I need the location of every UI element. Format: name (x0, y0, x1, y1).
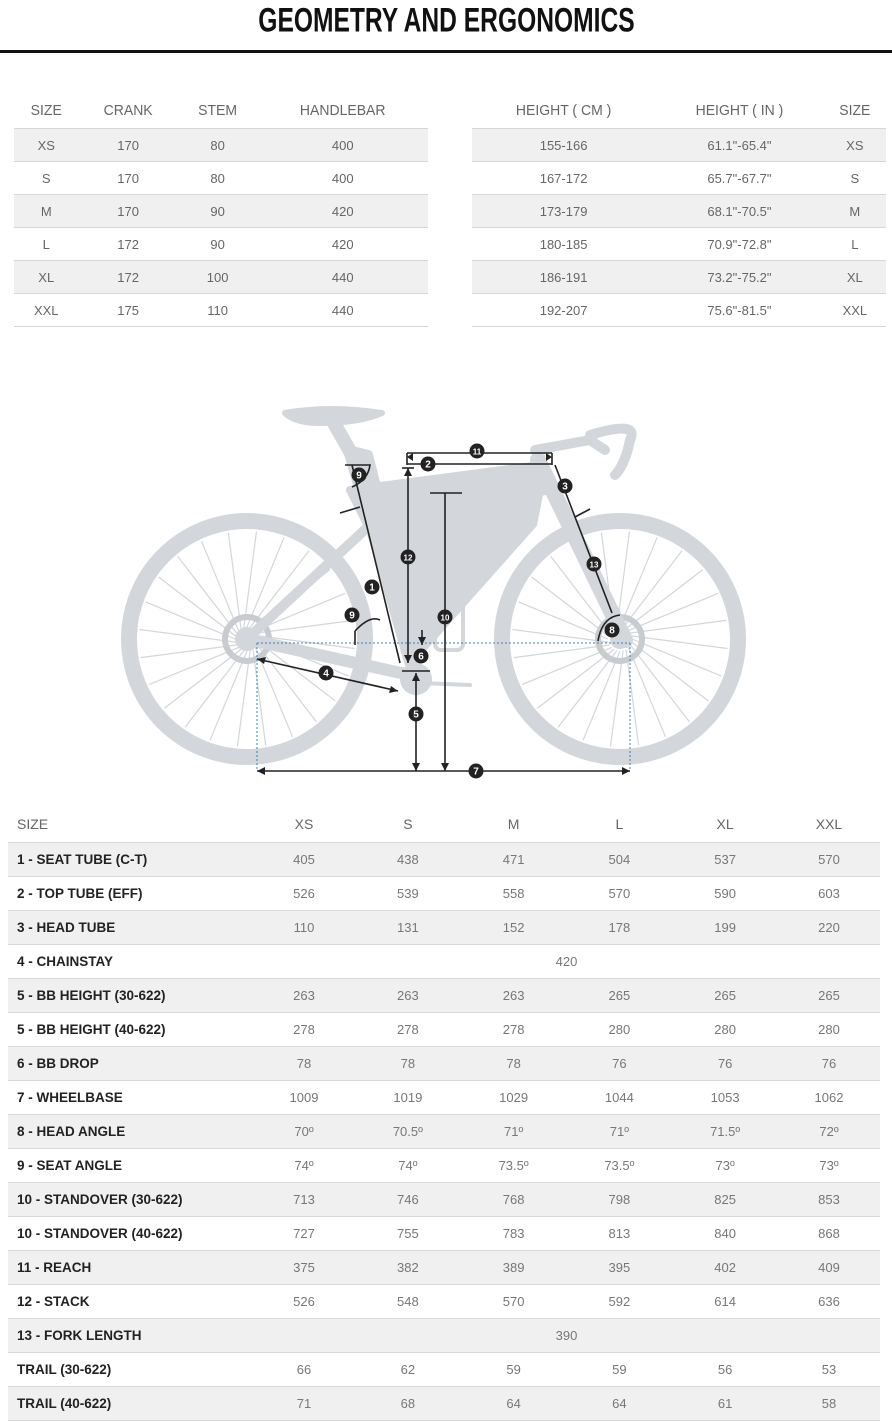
geometry-row-label: 9 - SEAT ANGLE (8, 1149, 253, 1183)
geometry-value: 280 (566, 1013, 672, 1047)
geometry-value: 64 (461, 1387, 567, 1421)
table-row (472, 294, 886, 327)
geometry-value: 74º (253, 1149, 355, 1183)
geometry-value: 537 (672, 843, 778, 877)
wheel-spoke (185, 651, 244, 728)
marker-number: 5 (413, 709, 419, 721)
wheel-spoke (237, 651, 250, 747)
geometry-value: 265 (566, 979, 672, 1013)
wheel-spoke (537, 649, 614, 708)
wheel-spoke (558, 651, 617, 728)
geometry-row-label: TRAIL (40-622) (8, 1387, 253, 1421)
table-row (8, 1013, 880, 1047)
geometry-row-label: 3 - HEAD TUBE (8, 911, 253, 945)
wheel-spoke (632, 639, 721, 676)
geometry-row-label: 13 - FORK LENGTH (8, 1319, 253, 1353)
marker-number: 2 (425, 459, 431, 471)
table-row (8, 1149, 880, 1183)
size-table-cell: 170 (78, 129, 177, 162)
geometry-value: 73.5º (566, 1149, 672, 1183)
geometry-value: 402 (672, 1251, 778, 1285)
geometry-value: 152 (461, 911, 567, 945)
geometry-row-label: 11 - REACH (8, 1251, 253, 1285)
geometry-value: 813 (566, 1217, 672, 1251)
size-table-cell: 175 (78, 294, 177, 327)
geometry-value: 438 (355, 843, 461, 877)
geometry-value: 592 (566, 1285, 672, 1319)
wheel-spoke (514, 645, 610, 658)
size-table-cell: 440 (257, 294, 428, 327)
table-row (8, 911, 880, 945)
geometry-size-column-header: XS (294, 816, 314, 832)
wheel-spoke (149, 647, 238, 684)
wheel-spoke (512, 629, 608, 642)
table-row (8, 1081, 880, 1115)
size-table-cell: 440 (257, 261, 428, 294)
geometry-value: 798 (566, 1183, 672, 1217)
marker-number: 4 (323, 668, 329, 680)
geometry-value: 783 (461, 1217, 567, 1251)
marker-number: 12 (403, 553, 413, 563)
table-row (8, 843, 880, 877)
geometry-value: 280 (672, 1013, 778, 1047)
table-row (14, 195, 428, 228)
table-row (8, 1047, 880, 1081)
geometry-value: 825 (672, 1183, 778, 1217)
geometry-value: 76 (566, 1047, 672, 1081)
geometry-value: 71º (461, 1115, 567, 1149)
geometry-value: 263 (461, 979, 567, 1013)
geometry-size-column-header: M (507, 816, 520, 832)
geometry-value: 768 (461, 1183, 567, 1217)
height-table-cell: 73.2"-75.2" (655, 261, 824, 294)
geometry-value: 199 (672, 911, 778, 945)
geometry-value: 58 (778, 1387, 880, 1421)
geometry-value: 1019 (355, 1081, 461, 1115)
size-table-cell: XS (14, 129, 78, 162)
geometry-value: 636 (778, 1285, 880, 1319)
geometry-size-header: SIZE (17, 816, 49, 832)
geometry-value: 263 (355, 979, 461, 1013)
height-table-cell: 192-207 (472, 294, 655, 327)
geometry-value: 405 (253, 843, 355, 877)
table-row (8, 1217, 880, 1251)
geometry-value: 570 (566, 877, 672, 911)
geometry-value: 131 (355, 911, 461, 945)
height-table-cell: S (824, 162, 886, 195)
marker-number: 9 (349, 610, 355, 622)
page-title: GEOMETRY AND ERGONOMICS (257, 1, 635, 40)
wheel-spoke (583, 651, 620, 740)
size-table-cell: 170 (78, 162, 177, 195)
wheel-spoke (630, 645, 689, 722)
geometry-row-label: 2 - TOP TUBE (EFF) (8, 877, 253, 911)
size-table-header: SIZE (30, 101, 62, 119)
wheel-spoke (519, 602, 608, 639)
size-table-cell: 170 (78, 195, 177, 228)
table-row (8, 1285, 880, 1319)
geometry-value: 1053 (672, 1081, 778, 1115)
wheel-spoke (623, 551, 682, 628)
geometry-value: 263 (253, 979, 355, 1013)
geometry-value: 74º (355, 1149, 461, 1183)
size-table-cell: 110 (178, 294, 258, 327)
geometry-value: 548 (355, 1285, 461, 1319)
geometry-row-label: 8 - HEAD ANGLE (8, 1115, 253, 1149)
table-row (472, 261, 886, 294)
height-table-cell: 65.7"-67.7" (655, 162, 824, 195)
table-row (472, 195, 886, 228)
geometry-value: 603 (778, 877, 880, 911)
size-table-cell: 420 (257, 228, 428, 261)
geometry-value: 110 (253, 911, 355, 945)
geometry-value: 746 (355, 1183, 461, 1217)
geometry-value: 868 (778, 1217, 880, 1251)
geometry-row-label: 10 - STANDOVER (40-622) (8, 1217, 253, 1251)
geometry-row-label: 1 - SEAT TUBE (C-T) (8, 843, 253, 877)
size-table-cell: 100 (178, 261, 258, 294)
geometry-value: 71 (253, 1387, 355, 1421)
geometry-value: 1009 (253, 1081, 355, 1115)
table-row (8, 979, 880, 1013)
geometry-value: 390 (253, 1319, 880, 1353)
size-table-cell: 80 (178, 162, 258, 195)
geometry-value: 389 (461, 1251, 567, 1285)
size-table-cell: 172 (78, 228, 177, 261)
table-row (14, 162, 428, 195)
geometry-value: 70.5º (355, 1115, 461, 1149)
size-table-cell: XL (14, 261, 78, 294)
geometry-value: 409 (778, 1251, 880, 1285)
wheel-spoke (201, 541, 238, 630)
geometry-value: 71º (566, 1115, 672, 1149)
height-table-header: SIZE (839, 101, 871, 119)
geometry-value: 78 (461, 1047, 567, 1081)
size-table-cell: 90 (178, 228, 258, 261)
size-table-cell: L (14, 228, 78, 261)
geometry-value: 558 (461, 877, 567, 911)
page-title-bar (0, 0, 892, 50)
geometry-value: 78 (355, 1047, 461, 1081)
geometry-value: 73º (778, 1149, 880, 1183)
wheel-spoke (522, 647, 611, 684)
height-table-cell: L (824, 228, 886, 261)
height-table-cell: 186-191 (472, 261, 655, 294)
geometry-value: 570 (778, 843, 880, 877)
size-table-header: HANDLEBAR (299, 101, 386, 119)
geometry-value: 375 (253, 1251, 355, 1285)
geometry-value: 727 (253, 1217, 355, 1251)
height-table-cell: 75.6"-81.5" (655, 294, 824, 327)
geometry-size-column-header: XL (716, 816, 734, 832)
geometry-value: 395 (566, 1251, 672, 1285)
height-table-cell: 155-166 (472, 129, 655, 162)
geometry-value: 265 (672, 979, 778, 1013)
height-table-cell: M (824, 195, 886, 228)
geometry-value: 70º (253, 1115, 355, 1149)
height-table-header: HEIGHT ( IN ) (695, 101, 784, 119)
geometry-value: 59 (566, 1353, 672, 1387)
marker-number: 10 (440, 613, 450, 623)
size-table-cell: 420 (257, 195, 428, 228)
geometry-value: 713 (253, 1183, 355, 1217)
wheel-spoke (610, 651, 623, 747)
geometry-value: 590 (672, 877, 778, 911)
geometry-row-label: 4 - CHAINSTAY (8, 945, 253, 979)
size-table-cell: 400 (257, 162, 428, 195)
wheel-spoke (178, 556, 237, 633)
height-table-cell: 61.1"-65.4" (655, 129, 824, 162)
table-row (8, 945, 880, 979)
geometry-value: 853 (778, 1183, 880, 1217)
geometry-size-column-header: S (403, 816, 413, 832)
geometry-value: 56 (672, 1353, 778, 1387)
geometry-value: 614 (672, 1285, 778, 1319)
size-table-cell: XXL (14, 294, 78, 327)
geometry-value: 78 (253, 1047, 355, 1081)
wheel-spoke (632, 642, 709, 701)
wheel-spoke (626, 570, 703, 629)
wheel-spoke (244, 531, 257, 627)
wheel-spoke (146, 602, 235, 639)
marker-number: 9 (356, 470, 362, 482)
geometry-value: 755 (355, 1217, 461, 1251)
marker-number: 11 (472, 447, 482, 457)
wheel-spoke (632, 636, 728, 649)
geometry-value: 1044 (566, 1081, 672, 1115)
size-table-cell: 80 (178, 129, 258, 162)
geometry-size-column-header: XXL (815, 816, 843, 832)
geometry-value: 64 (566, 1387, 672, 1421)
geometry-value: 570 (461, 1285, 567, 1319)
geometry-value: 53 (778, 1353, 880, 1387)
geometry-value: 76 (778, 1047, 880, 1081)
marker-number: 6 (418, 651, 424, 663)
geometry-value: 1062 (778, 1081, 880, 1115)
geometry-row-label: TRAIL (30-622) (8, 1353, 253, 1387)
height-table-cell: 167-172 (472, 162, 655, 195)
wheel-spoke (164, 649, 241, 708)
wheel-spoke (228, 533, 241, 629)
table-row (472, 162, 886, 195)
marker-number: 1 (369, 582, 375, 594)
wheel-spoke (628, 593, 717, 630)
geometry-value: 62 (355, 1353, 461, 1387)
geometry-value: 420 (253, 945, 880, 979)
table-row (8, 877, 880, 911)
table-row (14, 261, 428, 294)
wheel-spoke (628, 647, 665, 736)
marker-number: 3 (562, 481, 568, 493)
table-row (8, 1251, 880, 1285)
geometry-row-label: 6 - BB DROP (8, 1047, 253, 1081)
geometry-row-label: 7 - WHEELBASE (8, 1081, 253, 1115)
size-table-cell: 400 (257, 129, 428, 162)
geometry-size-column-header: L (615, 816, 624, 832)
height-table-cell: 70.9"-72.8" (655, 228, 824, 261)
geometry-row-label: 10 - STANDOVER (30-622) (8, 1183, 253, 1217)
height-table-cell: XXL (824, 294, 886, 327)
table-row (8, 1115, 880, 1149)
marker-number: 8 (609, 625, 615, 637)
height-table-cell: XL (824, 261, 886, 294)
geometry-value: 504 (566, 843, 672, 877)
bike-geometry-diagram (120, 395, 780, 790)
geometry-value: 73.5º (461, 1149, 567, 1183)
wheel-spoke (141, 645, 237, 658)
geometry-value: 76 (672, 1047, 778, 1081)
geometry-value: 68 (355, 1387, 461, 1421)
geometry-row-label: 12 - STACK (8, 1285, 253, 1319)
geometry-value: 61 (672, 1387, 778, 1421)
table-row (472, 129, 886, 162)
rider-height-table (472, 92, 886, 327)
size-component-table (14, 92, 428, 327)
size-table-cell: 90 (178, 195, 258, 228)
geometry-value: 73º (672, 1149, 778, 1183)
geometry-value: 71.5º (672, 1115, 778, 1149)
table-row (14, 294, 428, 327)
height-table-cell: 68.1"-70.5" (655, 195, 824, 228)
geometry-value: 278 (355, 1013, 461, 1047)
geometry-value: 471 (461, 843, 567, 877)
size-table-cell: 172 (78, 261, 177, 294)
wheel-spoke (139, 629, 235, 642)
height-table-header: HEIGHT ( CM ) (515, 101, 612, 119)
marker-number: 7 (473, 766, 479, 778)
wheel-spoke (630, 620, 726, 633)
wheel-spoke (210, 651, 247, 740)
bike-frame (247, 409, 632, 695)
table-row (8, 1183, 880, 1217)
geometry-row-label: 5 - BB HEIGHT (40-622) (8, 1013, 253, 1047)
geometry-value: 72º (778, 1115, 880, 1149)
geometry-value: 220 (778, 911, 880, 945)
geometry-value: 66 (253, 1353, 355, 1387)
title-divider (0, 50, 892, 53)
geometry-value: 840 (672, 1217, 778, 1251)
geometry-value: 1029 (461, 1081, 567, 1115)
table-row (14, 129, 428, 162)
table-row (8, 1353, 880, 1387)
marker-number: 13 (589, 560, 599, 570)
size-table-header: CRANK (103, 101, 153, 119)
table-row (8, 1387, 880, 1421)
size-table-header: STEM (198, 101, 238, 119)
size-table-cell: M (14, 195, 78, 228)
wheel-spoke (626, 649, 639, 745)
table-row (472, 228, 886, 261)
wheel-spoke (159, 577, 236, 636)
table-row (8, 1319, 880, 1353)
wheel-spoke (620, 538, 657, 627)
height-table-cell: 173-179 (472, 195, 655, 228)
height-table-cell: 180-185 (472, 228, 655, 261)
geometry-value: 59 (461, 1353, 567, 1387)
geometry-value: 278 (253, 1013, 355, 1047)
geometry-value: 178 (566, 911, 672, 945)
geometry-value: 278 (461, 1013, 567, 1047)
geometry-value: 526 (253, 877, 355, 911)
height-table-cell: XS (824, 129, 886, 162)
geometry-table (8, 806, 880, 1421)
geometry-value: 265 (778, 979, 880, 1013)
table-row (14, 228, 428, 261)
geometry-value: 539 (355, 877, 461, 911)
geometry-value: 280 (778, 1013, 880, 1047)
geometry-value: 526 (253, 1285, 355, 1319)
size-table-cell: S (14, 162, 78, 195)
geometry-value: 382 (355, 1251, 461, 1285)
geometry-row-label: 5 - BB HEIGHT (30-622) (8, 979, 253, 1013)
